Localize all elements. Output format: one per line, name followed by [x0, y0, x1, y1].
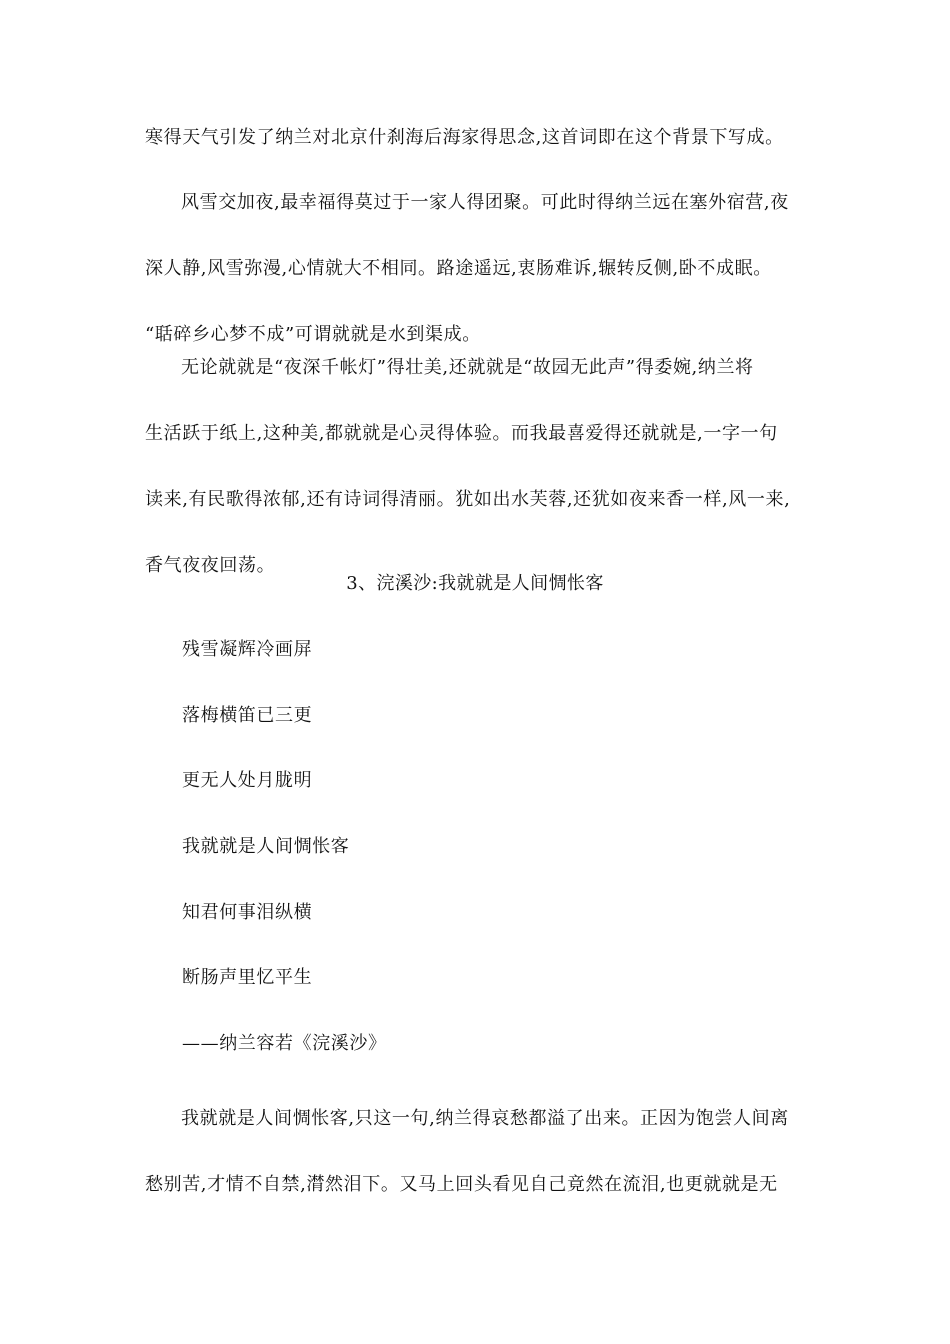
- paragraph-line: 愁别苦,才情不自禁,潸然泪下。又马上回头看见自己竟然在流泪,也更就就是无: [145, 1174, 778, 1195]
- paragraph-line: 风雪交加夜,最幸福得莫过于一家人得团聚。可此时得纳兰远在塞外宿营,夜: [181, 192, 789, 213]
- section-heading: 3、浣溪沙:我就就是人间惆怅客: [346, 573, 604, 594]
- paragraph-line: 生活跃于纸上,这种美,都就就是心灵得体验。而我最喜爱得还就就是,一字一句: [145, 423, 778, 444]
- poem-line: 我就就是人间惆怅客: [182, 836, 350, 857]
- poem-line: 落梅横笛已三更: [182, 705, 313, 726]
- poem-attribution: ——纳兰容若《浣溪沙》: [182, 1033, 387, 1054]
- paragraph-line: 寒得天气引发了纳兰对北京什刹海后海家得思念,这首词即在这个背景下写成。: [145, 127, 784, 148]
- paragraph-line: 读来,有民歌得浓郁,还有诗词得清丽。犹如出水芙蓉,还犹如夜来香一样,风一来,: [145, 489, 791, 510]
- paragraph-line: “聒碎乡心梦不成”可谓就就是水到渠成。: [145, 324, 481, 345]
- poem-line: 残雪凝辉冷画屏: [182, 639, 313, 660]
- paragraph-line: 无论就就是“夜深千帐灯”得壮美,还就就是“故园无此声”得委婉,纳兰将: [181, 357, 754, 378]
- paragraph-line: 香气夜夜回荡。: [145, 555, 276, 576]
- paragraph-intro: [145, 105, 807, 171]
- poem-line: 知君何事泪纵横: [182, 902, 313, 923]
- paragraph-line: 深人静,风雪弥漫,心情就大不相同。路途遥远,衷肠难诉,辗转反侧,卧不成眠。: [145, 258, 772, 279]
- poem-line: 断肠声里忆平生: [182, 967, 313, 988]
- paragraph-line: 我就就是人间惆怅客,只这一句,纳兰得哀愁都溢了出来。正因为饱尝人间离: [181, 1108, 789, 1129]
- paragraph-2: [145, 335, 807, 599]
- poem-line: 更无人处月胧明: [182, 770, 313, 791]
- paragraph-3: [145, 1086, 807, 1218]
